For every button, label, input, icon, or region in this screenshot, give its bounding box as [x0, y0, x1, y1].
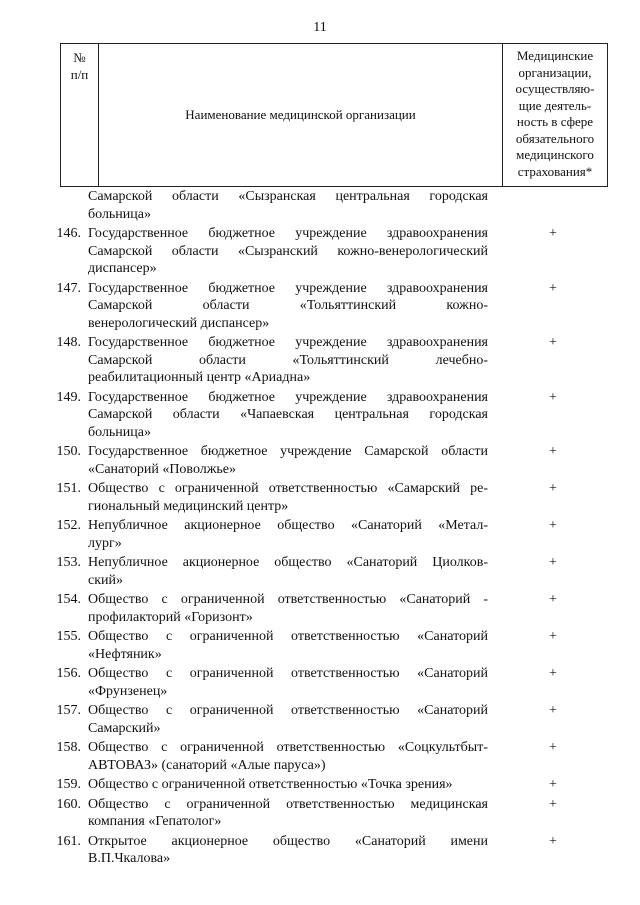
header-oms-line: ность в сфере [516, 114, 594, 129]
organization-name-line: ский» [88, 572, 123, 588]
oms-participation-mark: + [549, 518, 557, 533]
organization-name [88, 389, 488, 442]
table-row [0, 334, 640, 387]
organization-name-line: Самарской области «Сызранский кожно-венерологический [88, 243, 488, 259]
oms-participation-mark: + [549, 481, 557, 496]
table-row [0, 188, 640, 223]
organization-name [88, 833, 488, 868]
organization-name-line: Общество с ограниченной ответственностью «Санаторий - [88, 592, 488, 607]
header-oms-line: щие деятель- [518, 97, 592, 113]
row-number: 150. [56, 444, 81, 459]
row-number: 157. [56, 703, 81, 718]
organization-name-line: Самарской области «Тольяттинский кожно- [88, 298, 488, 313]
table-row [0, 554, 640, 589]
organization-name-line: Общество с ограниченной ответственностью «Санаторий [88, 629, 488, 644]
row-number: 146. [56, 226, 81, 241]
organization-name [88, 665, 488, 700]
oms-participation-mark: + [549, 592, 557, 607]
organization-name [88, 517, 488, 552]
oms-participation-mark: + [549, 226, 557, 241]
row-number: 158. [56, 740, 81, 755]
table-row [0, 665, 640, 700]
header-oms-line: организации, [518, 64, 592, 80]
oms-participation-mark: + [549, 703, 557, 718]
header-oms-line: Медицинские [516, 48, 594, 63]
organization-name-line: Самарский» [88, 720, 161, 736]
organization-name-line: Самарской области «Чапаевская центральная городская [88, 407, 488, 422]
header-number-line: № [73, 50, 86, 65]
oms-participation-mark [488, 188, 608, 223]
oms-participation-mark: + [549, 629, 557, 644]
organization-name-line: Государственное бюджетное учреждение здравоохранения [88, 389, 488, 405]
row-number: 148. [56, 335, 81, 350]
header-oms-line: обязательного [515, 130, 595, 146]
table-row [0, 628, 640, 663]
organization-name [88, 334, 488, 387]
organization-name [88, 796, 488, 831]
table-row [0, 776, 640, 794]
table-row [0, 833, 640, 868]
row-number: 152. [56, 518, 81, 533]
organization-name [88, 554, 488, 589]
oms-participation-mark: + [549, 280, 557, 296]
table-row [0, 280, 640, 333]
organization-name-line: больница» [88, 424, 151, 440]
organization-name-line: Государственное бюджетное учреждение здравоохранения [88, 335, 488, 350]
header-oms-line: страхования* [517, 163, 593, 179]
organization-name-line: больница» [88, 206, 151, 222]
organization-name-line: профилакторий «Горизонт» [88, 609, 253, 625]
table-row [0, 225, 640, 278]
organization-name [88, 280, 488, 333]
row-number: 161. [56, 833, 81, 849]
table-row [0, 591, 640, 626]
organization-name-line: Непубличное акционерное общество «Санаторий Циолков- [88, 555, 488, 570]
oms-participation-mark: + [549, 444, 557, 459]
organization-name-line: Общество с ограниченной ответственностью медицинская [88, 796, 488, 812]
header-name-column [99, 44, 503, 186]
organization-name [88, 702, 488, 737]
oms-participation-mark: + [549, 740, 557, 755]
oms-participation-mark: + [549, 666, 557, 681]
table-row [0, 480, 640, 515]
table-row [0, 389, 640, 442]
organization-name [88, 443, 488, 478]
organization-name [88, 628, 488, 663]
organization-name-line: В.П.Чкалова» [88, 851, 171, 866]
header-name-label: Наименование медицинской организации [185, 106, 416, 122]
table-row [0, 702, 640, 737]
row-number: 149. [56, 389, 81, 405]
organization-name-line: лург» [88, 535, 122, 551]
row-number: 154. [56, 592, 81, 607]
row-number: 159. [56, 777, 81, 792]
organization-name-line: Общество с ограниченной ответственностью «Точка зрения» [88, 777, 453, 792]
row-number: 156. [56, 666, 81, 681]
table-row [0, 517, 640, 552]
page-number: 11 [313, 20, 327, 35]
organization-name [88, 480, 488, 515]
table-row [0, 739, 640, 774]
organization-name-line: «Фрунзенец» [88, 683, 168, 699]
organization-name [88, 739, 488, 774]
organization-name-line: «Санаторий «Поволжье» [88, 461, 237, 477]
row-number: 147. [56, 280, 81, 296]
oms-participation-mark: + [549, 335, 557, 350]
row-number: 153. [56, 555, 81, 570]
organization-name-line: диспансер» [88, 261, 157, 276]
row-number: 155. [56, 629, 81, 644]
organization-name-line: гиональный медицинский центр» [88, 498, 289, 514]
organization-name-line: компания «Гепатолог» [88, 814, 222, 829]
row-number: 160. [56, 796, 81, 812]
table-header [60, 43, 608, 187]
header-oms-column [503, 44, 607, 186]
organization-name-line: Общество с ограниченной ответственностью «Санаторий [88, 666, 488, 681]
organization-name [88, 591, 488, 626]
organization-name-line: Государственное бюджетное учреждение Самарской области [88, 444, 488, 459]
header-number-line: п/п [70, 66, 89, 82]
organization-name-line: Общество с ограниченной ответственностью «Санаторий [88, 703, 488, 718]
organization-name-line: «Нефтяник» [88, 646, 162, 662]
organization-name-line: Государственное бюджетное учреждение здравоохранения [88, 226, 488, 241]
table-row [0, 796, 640, 831]
header-number-column [61, 44, 99, 186]
organization-name-line: Самарской области «Тольяттинский лечебно- [88, 352, 488, 368]
organization-name-line: Непубличное акционерное общество «Санаторий «Метал- [88, 518, 488, 533]
table-row [0, 443, 640, 478]
row-number: 151. [56, 481, 81, 496]
organization-list [0, 188, 640, 868]
organization-name-line: Открытое акционерное общество «Санаторий имени [88, 833, 488, 849]
organization-name [88, 188, 488, 223]
organization-name [88, 776, 488, 794]
header-oms-line: осуществляю- [515, 81, 595, 96]
row-number [0, 188, 88, 223]
organization-name-line: Общество с ограниченной ответственностью «Соцкультбыт- [88, 740, 488, 755]
header-oms-line: медицинского [516, 147, 594, 162]
oms-participation-mark: + [549, 777, 557, 792]
organization-name-line: Самарской области «Сызранская центральная городская [88, 189, 488, 204]
oms-participation-mark: + [549, 833, 557, 849]
organization-name-line: венерологический диспансер» [88, 315, 270, 331]
oms-participation-mark: + [549, 389, 557, 405]
organization-name-line: Общество с ограниченной ответственностью «Самарский ре- [88, 481, 488, 496]
organization-name-line: АВТОВАЗ» (санаторий «Алые паруса») [88, 757, 326, 773]
organization-name-line: реабилитационный центр «Ариадна» [88, 370, 311, 385]
organization-name-line: Государственное бюджетное учреждение здравоохранения [88, 280, 488, 296]
organization-name [88, 225, 488, 278]
oms-participation-mark: + [549, 555, 557, 570]
oms-participation-mark: + [549, 796, 557, 812]
